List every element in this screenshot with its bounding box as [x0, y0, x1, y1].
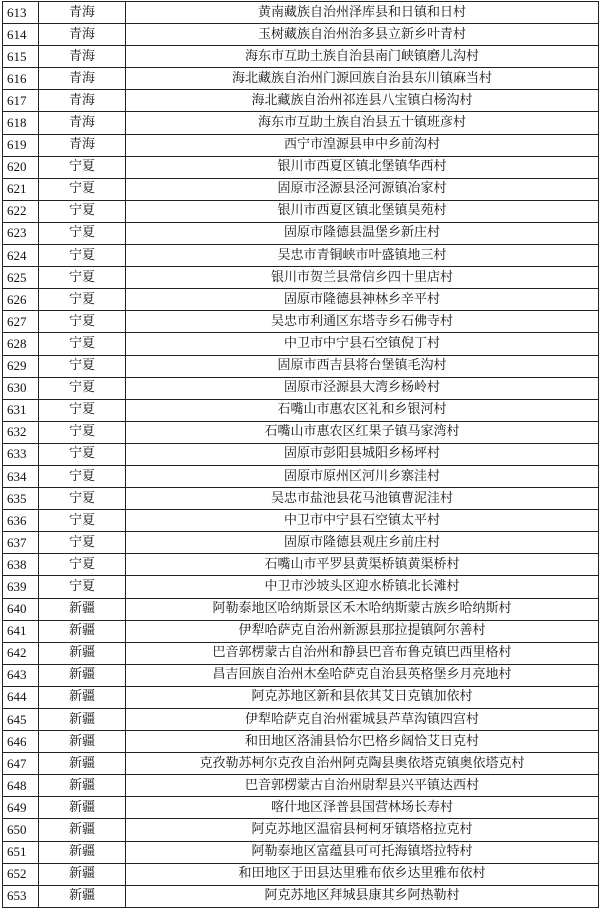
table-row: [3, 554, 599, 576]
table-row: [3, 797, 599, 819]
village-cell: 海北藏族自治州门源回族自治县东川镇麻当村: [126, 68, 599, 90]
province-cell: 青海: [39, 24, 126, 46]
village-cell: 和田地区于田县达里雅布依乡达里雅布依村: [126, 863, 599, 885]
province-cell: 宁夏: [39, 532, 126, 554]
row-number: 624: [3, 245, 39, 267]
table-row: [3, 355, 599, 377]
province-cell: 新疆: [39, 709, 126, 731]
village-cell: 固原市隆德县温堡乡新庄村: [126, 222, 599, 244]
row-number: 637: [3, 532, 39, 554]
province-cell: 宁夏: [39, 465, 126, 487]
province-cell: 青海: [39, 112, 126, 134]
province-cell: 宁夏: [39, 576, 126, 598]
row-number: 616: [3, 68, 39, 90]
village-cell: 吴忠市青铜峡市叶盛镇地三村: [126, 245, 599, 267]
village-cell: 伊犁哈萨克自治州霍城县芦草沟镇四宫村: [126, 709, 599, 731]
village-cell: 喀什地区泽普县国营林场长寿村: [126, 797, 599, 819]
village-cell: 石嘴山市平罗县黄渠桥镇黄渠桥村: [126, 554, 599, 576]
province-cell: 新疆: [39, 885, 126, 907]
province-cell: 新疆: [39, 841, 126, 863]
row-number: 646: [3, 731, 39, 753]
table-row: [3, 465, 599, 487]
table-row: [3, 510, 599, 532]
village-cell: 西宁市湟源县申中乡前沟村: [126, 134, 599, 156]
row-number: 648: [3, 775, 39, 797]
table-row: [3, 819, 599, 841]
village-cell: 阿克苏地区温宿县柯柯牙镇塔格拉克村: [126, 819, 599, 841]
village-cell: 吴忠市盐池县花马池镇曹泥洼村: [126, 488, 599, 510]
province-cell: 新疆: [39, 863, 126, 885]
table-row: [3, 664, 599, 686]
village-cell: 中卫市沙坡头区迎水桥镇北长滩村: [126, 576, 599, 598]
row-number: 631: [3, 399, 39, 421]
province-cell: 宁夏: [39, 222, 126, 244]
village-cell: 银川市西夏区镇北堡镇昊苑村: [126, 200, 599, 222]
province-cell: 新疆: [39, 686, 126, 708]
row-number: 614: [3, 24, 39, 46]
village-cell: 固原市泾源县泾河源镇冶家村: [126, 178, 599, 200]
row-number: 617: [3, 90, 39, 112]
province-cell: 宁夏: [39, 421, 126, 443]
province-cell: 宁夏: [39, 289, 126, 311]
province-cell: 宁夏: [39, 245, 126, 267]
village-cell: 石嘴山市惠农区红果子镇马家湾村: [126, 421, 599, 443]
table-row: [3, 178, 599, 200]
table-row: [3, 333, 599, 355]
row-number: 626: [3, 289, 39, 311]
table-row: [3, 686, 599, 708]
table-row: [3, 731, 599, 753]
row-number: 639: [3, 576, 39, 598]
table-row: [3, 443, 599, 465]
row-number: 638: [3, 554, 39, 576]
village-cell: 伊犁哈萨克自治州新源县那拉提镇阿尔善村: [126, 620, 599, 642]
village-cell: 阿克苏地区新和县依其艾日克镇加依村: [126, 686, 599, 708]
table-row: [3, 620, 599, 642]
village-cell: 固原市彭阳县城阳乡杨坪村: [126, 443, 599, 465]
village-cell: 吴忠市利通区东塔寺乡石佛寺村: [126, 311, 599, 333]
village-cell: 和田地区洛浦县恰尔巴格乡阔恰艾日克村: [126, 731, 599, 753]
row-number: 645: [3, 709, 39, 731]
village-cell: 阿勒泰地区哈纳斯景区禾木哈纳斯蒙古族乡哈纳斯村: [126, 598, 599, 620]
province-cell: 新疆: [39, 664, 126, 686]
row-number: 620: [3, 156, 39, 178]
village-cell: 黄南藏族自治州泽库县和日镇和日村: [126, 2, 599, 24]
province-cell: 新疆: [39, 642, 126, 664]
province-cell: 宁夏: [39, 510, 126, 532]
province-cell: 新疆: [39, 797, 126, 819]
village-cell: 克孜勒苏柯尔克孜自治州阿克陶县奥依塔克镇奥依塔克村: [126, 753, 599, 775]
village-list-table: [2, 1, 599, 908]
table-row: [3, 885, 599, 907]
row-number: 618: [3, 112, 39, 134]
province-cell: 宁夏: [39, 443, 126, 465]
province-cell: 宁夏: [39, 200, 126, 222]
row-number: 632: [3, 421, 39, 443]
village-cell: 昌吉回族自治州木垒哈萨克自治县英格堡乡月亮地村: [126, 664, 599, 686]
row-number: 640: [3, 598, 39, 620]
table-row: [3, 775, 599, 797]
row-number: 641: [3, 620, 39, 642]
village-cell: 银川市西夏区镇北堡镇华西村: [126, 156, 599, 178]
row-number: 629: [3, 355, 39, 377]
table-row: [3, 841, 599, 863]
province-cell: 宁夏: [39, 488, 126, 510]
village-cell: 巴音郭楞蒙古自治州尉犁县兴平镇达西村: [126, 775, 599, 797]
village-cell: 海东市互助土族自治县五十镇班彦村: [126, 112, 599, 134]
province-cell: 新疆: [39, 753, 126, 775]
table-row: [3, 289, 599, 311]
table-row: [3, 532, 599, 554]
village-cell: 阿克苏地区拜城县康其乡阿热勒村: [126, 885, 599, 907]
row-number: 642: [3, 642, 39, 664]
row-number: 643: [3, 664, 39, 686]
village-cell: 中卫市中宁县石空镇太平村: [126, 510, 599, 532]
province-cell: 宁夏: [39, 399, 126, 421]
province-cell: 宁夏: [39, 178, 126, 200]
table-row: [3, 399, 599, 421]
row-number: 621: [3, 178, 39, 200]
table-row: [3, 200, 599, 222]
province-cell: 青海: [39, 68, 126, 90]
table-body: [3, 2, 599, 908]
table-row: [3, 68, 599, 90]
village-cell: 固原市隆德县神林乡辛平村: [126, 289, 599, 311]
row-number: 625: [3, 267, 39, 289]
province-cell: 新疆: [39, 819, 126, 841]
row-number: 636: [3, 510, 39, 532]
row-number: 619: [3, 134, 39, 156]
table-row: [3, 598, 599, 620]
row-number: 633: [3, 443, 39, 465]
row-number: 627: [3, 311, 39, 333]
province-cell: 宁夏: [39, 311, 126, 333]
province-cell: 新疆: [39, 620, 126, 642]
row-number: 623: [3, 222, 39, 244]
row-number: 647: [3, 753, 39, 775]
table-row: [3, 377, 599, 399]
row-number: 615: [3, 46, 39, 68]
province-cell: 宁夏: [39, 355, 126, 377]
province-cell: 青海: [39, 46, 126, 68]
row-number: 630: [3, 377, 39, 399]
row-number: 628: [3, 333, 39, 355]
row-number: 650: [3, 819, 39, 841]
village-cell: 海北藏族自治州祁连县八宝镇白杨沟村: [126, 90, 599, 112]
table-row: [3, 421, 599, 443]
row-number: 634: [3, 465, 39, 487]
village-cell: 中卫市中宁县石空镇倪丁村: [126, 333, 599, 355]
province-cell: 新疆: [39, 775, 126, 797]
province-cell: 青海: [39, 2, 126, 24]
village-cell: 海东市互助土族自治县南门峡镇磨儿沟村: [126, 46, 599, 68]
village-cell: 巴音郭楞蒙古自治州和静县巴音布鲁克镇巴西里格村: [126, 642, 599, 664]
table-row: [3, 267, 599, 289]
table-row: [3, 863, 599, 885]
table-row: [3, 156, 599, 178]
province-cell: 宁夏: [39, 333, 126, 355]
village-cell: 阿勒泰地区富蕴县可可托海镇塔拉特村: [126, 841, 599, 863]
table-row: [3, 576, 599, 598]
village-cell: 固原市原州区河川乡寨洼村: [126, 465, 599, 487]
province-cell: 新疆: [39, 731, 126, 753]
table-row: [3, 222, 599, 244]
village-cell: 固原市西吉县将台堡镇毛沟村: [126, 355, 599, 377]
table-row: [3, 488, 599, 510]
table-row: [3, 709, 599, 731]
province-cell: 宁夏: [39, 267, 126, 289]
table-row: [3, 46, 599, 68]
row-number: 613: [3, 2, 39, 24]
province-cell: 宁夏: [39, 554, 126, 576]
row-number: 652: [3, 863, 39, 885]
village-cell: 固原市隆德县观庄乡前庄村: [126, 532, 599, 554]
table-row: [3, 245, 599, 267]
table-row: [3, 642, 599, 664]
province-cell: 青海: [39, 134, 126, 156]
table-row: [3, 24, 599, 46]
row-number: 651: [3, 841, 39, 863]
village-cell: 固原市泾源县大湾乡杨岭村: [126, 377, 599, 399]
table-row: [3, 2, 599, 24]
province-cell: 宁夏: [39, 156, 126, 178]
row-number: 622: [3, 200, 39, 222]
table-row: [3, 311, 599, 333]
province-cell: 宁夏: [39, 377, 126, 399]
table-row: [3, 112, 599, 134]
row-number: 653: [3, 885, 39, 907]
village-cell: 石嘴山市惠农区礼和乡银河村: [126, 399, 599, 421]
village-cell: 银川市贺兰县常信乡四十里店村: [126, 267, 599, 289]
table-row: [3, 90, 599, 112]
table-row: [3, 753, 599, 775]
row-number: 649: [3, 797, 39, 819]
row-number: 644: [3, 686, 39, 708]
row-number: 635: [3, 488, 39, 510]
village-cell: 玉树藏族自治州治多县立新乡叶青村: [126, 24, 599, 46]
province-cell: 新疆: [39, 598, 126, 620]
table-row: [3, 134, 599, 156]
province-cell: 青海: [39, 90, 126, 112]
